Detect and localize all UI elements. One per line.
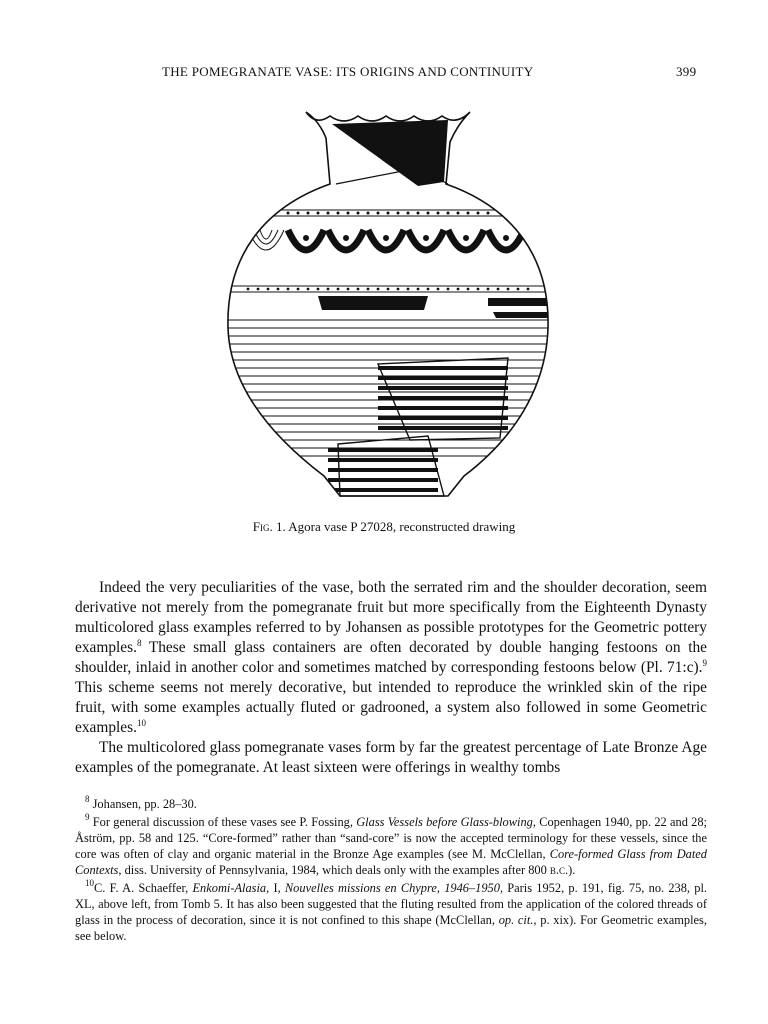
footnote-9-text-1: For general discussion of these vases see P. Fossing,	[92, 815, 357, 829]
footnote-10-opcit: op. cit.	[498, 913, 534, 927]
footnote-9-title-2: Core-formed Glass from Dated Contexts	[75, 847, 707, 877]
p1-text-2: These small glass containers are often decorated by double hanging festoons on the shoulder, inlaid in another color and sometimes matched by corresponding festoons below (Pl. 71:c).	[75, 639, 707, 676]
footnote-9-text-4: ).	[568, 863, 576, 877]
footnote-10-number: 10	[85, 878, 94, 888]
footnotes	[75, 796, 707, 946]
footnote-ref-8: 8	[136, 638, 142, 648]
paragraph-2: The multicolored glass pomegranate vases form by far the greatest percentage of Late Bronze Age examples of the pomegranate. At least sixteen were offerings in wealthy tombs	[75, 739, 707, 776]
footnote-ref-10: 10	[136, 718, 146, 728]
p1-text-3: This scheme seems not merely decorative, but intended to reproduce the wrinkled skin of the ripe fruit, with some examples actually fluted or gadrooned, a system also followed in some Geometric examples.	[75, 679, 707, 736]
footnote-9-text-3: , diss. University of Pennsylvania, 1984, which deals only with the examples after 800	[118, 863, 550, 877]
footnote-10-title-1: Enkomi-Alasia	[192, 881, 267, 895]
running-head: THE POMEGRANATE VASE: ITS ORIGINS AND CONTINUITY	[162, 64, 534, 79]
page-header	[0, 64, 768, 84]
footnote-9-text-2: , Copenhagen 1940, pp. 22 and 28; Åström, pp. 58 and 125. “Core-formed” rather than “sand-core” is now the accepted terminology for these vessels, since the core was often of clay and organic material in the Bronze Age examples (see M. McClellan,	[75, 815, 707, 861]
footnote-10-text-3: , Paris 1952, p. 191, fig. 75, no. 238, pl. XL, above left, from Tomb 5. It has also been suggested that the fluting resulted from the application of the colored threads of glass in the process of decoration, since it is not confined to this shape (McClellan,	[75, 881, 707, 927]
page-number: 399	[676, 64, 697, 79]
footnote-10-title-2: Nouvelles missions en Chypre, 1946–1950	[284, 881, 500, 895]
footnote-10-text-1: C. F. A. Schaeffer,	[94, 881, 193, 895]
footnote-ref-9: 9	[702, 658, 707, 668]
figure-caption-text: Agora vase P 27028, reconstructed drawing	[288, 519, 516, 534]
p1-text-1: Indeed the very peculiarities of the vase, both the serrated rim and the shoulder decoration, seem derivative not merely from the pomegranate fruit but more specifically from the Eighteenth Dynasty multicolored glass examples referred to by Johansen as possible prototypes for the Geometric pottery examples.	[75, 579, 707, 656]
figure-label: Fig. 1.	[252, 519, 286, 534]
footnote-9-title-1: Glass Vessels before Glass-blowing	[356, 815, 533, 829]
footnote-9-era: b.c.	[549, 863, 569, 877]
footnote-10	[75, 880, 707, 944]
footnote-9-number: 9	[85, 812, 90, 822]
vase-drawing	[218, 98, 558, 510]
figure-caption	[0, 519, 768, 535]
footnote-8	[75, 796, 707, 812]
footnote-8-number: 8	[85, 794, 90, 804]
footnote-8-text: Johansen, pp. 28–30.	[92, 797, 197, 811]
footnote-9	[75, 814, 707, 878]
footnote-10-text-2: , I,	[266, 881, 285, 895]
main-text	[75, 578, 707, 778]
footnote-10-text-4: , p. xix). For Geometric examples, see below.	[75, 913, 707, 943]
paragraph-1	[75, 578, 707, 738]
vase-figure	[218, 98, 558, 510]
